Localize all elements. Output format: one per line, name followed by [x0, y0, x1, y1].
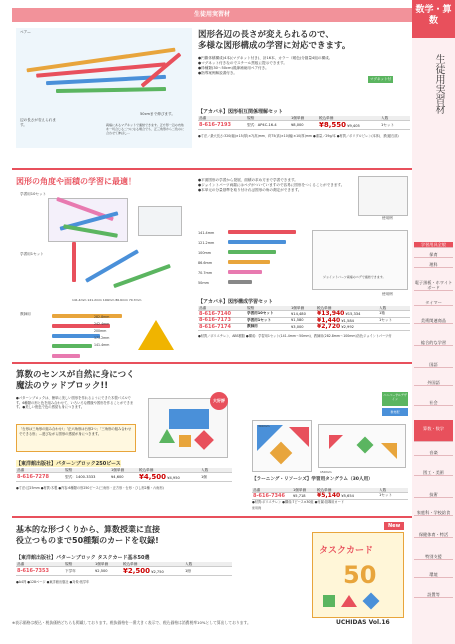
label-teacher: 教師用 [20, 312, 31, 316]
photo-10set [48, 198, 128, 242]
headline-line-2: 多様な図形構成の学習に対応できます。 [198, 41, 351, 51]
sidebar-item[interactable]: 国語 [414, 362, 453, 368]
triangle-usage-photo [138, 320, 174, 350]
label-50cm: 50cmまで伸びます。 [140, 112, 175, 116]
price-table: 品番 規格 1個単価 税込単価 入数 8-616-7353 下学年 ¥2,500 ¥2,500 ¥2,750 1冊 [16, 562, 232, 576]
sidebar-item[interactable]: 家庭科・学校給食 [414, 510, 453, 516]
section-task-cards [12, 516, 412, 626]
feature-list [198, 56, 368, 76]
sidebar-item[interactable]: 保健体育・特活 [414, 532, 453, 538]
new-badge: New [384, 522, 404, 530]
product-title: 【東洋館出版社】パターンブロック250ピース [16, 461, 121, 467]
label-10set: 学習用10セット [20, 192, 47, 196]
sidebar-item[interactable]: 図工・美術 [414, 470, 453, 476]
product-title: 【ラーニング・リソーシズ】学習用タングラム（30人用） [252, 477, 373, 482]
label-length-change: 辺の長さが変えられます。 [20, 118, 56, 127]
headline: 算数のセンスが自然に身につく 魔法のウッドブロック!! [16, 370, 135, 391]
sidebar-item[interactable]: 保育 [414, 252, 453, 258]
table-row: 8-616-7353 下学年 ¥2,500 ¥2,500 ¥2,750 1冊 [16, 567, 232, 576]
product-photo-area [16, 28, 192, 148]
price-table: 品番 規格 1個単価 税込単価 入数 8-616-7140 学習用10セット ¥14,480 ¥13,940 ¥15,334 1箱 8-616-7173 学習用1セット ¥1,580 ¥1,440 ¥1,584 1セット 8-616-7174 教師用 ¥3,000 ¥2,720 ¥2,992 [198, 306, 410, 331]
vertical-title: 生徒用実習材 [433, 54, 444, 114]
feature-1: ●円錐体積構成(4本)(マグネット付き)、計16本、カラー（暖色)分割量4組の構成。 [198, 56, 333, 60]
sidebar-item[interactable]: タイマー [414, 300, 453, 306]
magnet-badge: マグネット付 [370, 77, 391, 81]
table-row: 8-616-7193 型式：AP4C-16-4 ¥8,000 ¥8,550 ¥9,405 1セット [198, 121, 410, 130]
sidebar-item[interactable]: 総合的な学習 [414, 340, 453, 346]
price-table: 品番 規格 1個単価 税込単価 入数 8-616-7193 型式：AP4C-16-4 ¥8,000 ¥8,550 ¥9,405 1セット [198, 116, 410, 130]
sidebar-item[interactable]: 特別支援 [414, 554, 453, 560]
product-title: 【東洋館出版社】パターンブロック タスクカード基本50選 [16, 555, 150, 561]
brand-label: UCHIDAS Vol.16 [336, 619, 390, 626]
sidebar-item[interactable]: 環境 [414, 572, 453, 578]
sidebar-item[interactable]: 社会 [414, 400, 453, 406]
speech-bubble: 「台形は三角形の組み合わせ!」「正六角形は台形2つ」「三角形の組み合わせでできる形」…遊びながら図形の感覚が身につきます。 [16, 424, 136, 452]
index-sidebar [412, 0, 455, 644]
label-pair: ベア— [20, 30, 31, 34]
category-tab[interactable]: 数学・算数 [412, 0, 455, 38]
length-list-teacher: 282.8mm 242.4mm 200mm 173.2mm 141.4mm [94, 315, 110, 347]
sidebar-item[interactable]: 電子黒板・ホワイトボード [414, 280, 453, 290]
spec-note: ●A4判 ●128ページ ●東洋館出版社 ●対象:低学年 [16, 580, 90, 584]
price-table: 品番 1個単価 税込単価 入数 8-616-7346 ¥5,718 ¥5,140 ¥5,654 1セット [252, 488, 408, 500]
catalog-page: 生徒用実習材 ベア— 辺の長さが変えられます。 50cmまで伸びます。 両端にあるマグネットで連結できます。正方形一辺の内角を一切合じる二つになる場合でも、正三角形から二色のに合わせて伸ばし… 図形各辺の長さが変えられるので、 多様な図形構成の学習に対応できます。 ●円錐体積構成(4本)(マグネット付き)、計16本、カラー（暖色)分割量4組の構成。 ●マグネット付きなのでスチール黒板に提示できます。 ●枠種類(30～50cm)視線補助用ペア付き。 ●指導案例解説書付き。 マグネット付 【アカバネ】図形相互関係理解セット 品番 規格 1個単価 税込単価 入数 8-616-7193 型式：AP4C-16-4 ¥8,000 ¥8,550 ¥9,405 1セット ●寸法／最大長さ:320(幅)×15(厚)×7(高)mm、約75(高)×10(幅)×10(厚)mm ●重量／29g/本 ●材質／ポリプロピレン(本体)、鉄(磁石部) 図形の角度や面積の学習に最適！ 学習用10セット 学習用1セット 141.4mm 121.2mm 100mm 86.6mm 70.7mm 教師用 282.8mm 242.4mm 200mm 173.2mm 141.4mm ●平面図形の学習から発展、面積の求め方まで学習できます。 ●ジョイントパーツ両端にはペグがついていますので容易に図形をつくることができます。 ●本単元の分量基準を取り付ければ図形の角の測定ができます。 使用例 141.4mm 121.2mm 100mm 86.6mm 70.7mm 50mm ジョイントパーツ両端のペグで連結できます。 使用例 【アカバネ】図形構成学習セット 品番 規格 1個単価 税込単価 入数 8-616-7140 学習用10セット ¥14,480 ¥13,940 ¥15,334 1箱 8-616-7173 学習用1セット ¥1,580 ¥1,440 ¥1,584 1セット 8-616-7174 教師用 ¥3,000 ¥2,720 ¥2,992 ●材質／ポリエチレン、ABS樹脂 ●構成：学習用1セット(141.4mm〜50mm)、教師用(282.8mm〜100mm)各色ジョイントパーツ付 算数のセンスが自然に身につく 魔法のウッドブロック!! ●パターンブロックは、簡単に美しい図形を作れるようにできた木製パズルです。6種類の形と色を組み合わせて、いろいろな模様や図形を作ることができます。●美しい配色で色の感覚も身につきます。 「台形は三角形の組み合わせ!」「正六角形は台形2つ」「三角形の組み合わせでできる形」…遊びながら図形の感覚が身につきます。 大好評 【東洋館出版社】パターンブロック250ピース 品番 規格 1個単価 税込単価 入数 8-616-7278 型式：1400-3333 ¥4,600 ¥4,500 ¥4,950 1個 ●寸法:辺25mm ●材質:木製 ●内容:6種類の形250ピース(三角形・正方形・台形・ひし形2種・六角形) ユニバーサルデザイン 教材配 300mm 150mm 【ラーニング・リソーシズ】学習用タングラム（30人用） 品番 1個単価 税込単価 入数 8-616-7346 ¥5,718 ¥5,140 ¥5,654 1セット ●材質:ポリエチレン ●構成:7ピース×30組 ●付属:指導用カード 使用例 基本的な形づくりから、算数授業に直接 役立つものまで50種類のカードを収録! New タスクカード 50 【東洋館出版社】パターンブロック タスクカード基本50選 品番 規格 1個単価 税込単価 入数 8-616-7353 下学年 ¥2,500 ¥2,500 ¥2,750 1冊 ●A4判 ●128ページ ●東洋館出版社 ●対象:低学年 [12, 8, 412, 634]
sidebar-item[interactable]: 技術 [414, 492, 453, 498]
spec-note: ●寸法／最大長さ:320(幅)×15(厚)×7(高)mm、約75(高)×10(幅)×10(厚)mm ●重量／29g/本 ●材質／ポリプロピレン(本体)、鉄(磁石部) [198, 134, 399, 138]
sidebar-item[interactable]: 音楽 [414, 450, 453, 456]
table-row: 8-616-7278 型式：1400-3333 ¥4,600 ¥4,500 ¥4,950 1個 [16, 473, 232, 482]
tangram-photo-2 [318, 424, 406, 468]
feature-4: ●指導案例解説書付き。 [198, 71, 237, 75]
length-chart: 141.4mm 121.2mm 100mm 86.6mm 70.7mm 50mm [198, 224, 298, 294]
points: ●平面図形の学習から発展、面積の求め方まで学習できます。 ●ジョイントパーツ両端にはペグがついていますので容易に図形をつくることができます。 ●本単元の分量基準を取り付ければ図形の角の測定ができます。 [198, 178, 345, 192]
table-row: 8-616-7173 学習用1セット ¥1,580 ¥1,440 ¥1,584 1セット [198, 318, 410, 325]
spec-note: ●寸法:辺25mm ●材質:木製 ●内容:6種類の形250ピース(三角形・正方形・台形・ひし形2種・六角形) [16, 486, 164, 490]
headline-line-1: 図形各辺の長さが変えられるので、 [198, 30, 334, 40]
headline [198, 30, 408, 52]
section-figure-composition: 図形の角度や面積の学習に最適！ 学習用10セット 学習用1セット 141.4mm 121.2mm 100mm 86.6mm 70.7mm 教師用 282.8mm 242.4mm 200mm 173.2mm 141.4mm ●平面図形の学習から発展、面積の求め方まで学習できます。 ●ジョイントパーツ両端にはペグがついていますので容易に図形をつくることができます。 ●本単元の分量基準を取り付ければ図形の角の測定ができます。 使用例 141.4mm 121.2mm 100mm 86.6mm 70.7mm 50mm ジョイントパーツ両端のペグで連結できます。 使用例 【アカバネ】図形構成学習セット 品番 規格 1個単価 税込単価 入数 8-616-7140 学習用10セット ¥14,480 ¥13,940 ¥15,334 1箱 8-616-7173 学習用1セット ¥1,580 ¥1,440 ¥1,584 1セット 8-616-7174 教師用 ¥3,000 ¥2,720 ¥2,992 ●材質／ポリエチレン、ABS樹脂 ●構成：学習用1セット(141.4mm〜50mm)、教師用(282.8mm〜100mm)各色ジョイントパーツ付 [12, 168, 412, 360]
sidebar-item[interactable]: 理科 [414, 262, 453, 268]
product-title: 【アカバネ】図形相互関係理解セット [198, 109, 283, 115]
tangram-spec-note: ●材質:ポリエチレン ●構成:7ピース×30組 ●付属:指導用カード [252, 500, 344, 504]
section-geometry-relations [12, 24, 412, 166]
sidebar-item[interactable]: 外国語 [414, 380, 453, 386]
photo-teacher-case [138, 206, 182, 236]
length-list-1set: 141.4mm 121.2mm 100mm 86.6mm 70.7mm [72, 298, 142, 302]
sidebar-item[interactable]: 設置等 [414, 592, 453, 598]
headline: 図形の角度や面積の学習に最適！ [16, 177, 136, 186]
table-row: 8-616-7174 教師用 ¥3,000 ¥2,720 ¥2,992 [198, 324, 410, 331]
feature-3: ●枠種類(30～50cm)視線補助用ペア付き。 [198, 66, 269, 70]
photo-1set [52, 258, 182, 294]
material-badge: 教材配 [382, 408, 408, 416]
task-card-box: タスクカード 50 [312, 532, 404, 618]
usage-photo-1 [358, 176, 408, 216]
description: ●パターンブロックは、簡単に美しい図形を作れるようにできた木製パズルです。6種類の形と色を組み合わせて、いろいろな模様や図形を作ることができます。●美しい配色で色の感覚も身につきます。 [16, 396, 134, 409]
feature-2: ●マグネット付きなのでスチール黒板に提示できます。 [198, 61, 287, 65]
sidebar-item-active[interactable]: 算数・数学 [414, 420, 453, 442]
sidebar-item[interactable]: 学習用具全般 [414, 242, 453, 248]
headline: 基本的な形づくりから、算数授業に直接 役立つものまで50種類のカードを収録! [16, 525, 160, 545]
sidebar-item[interactable]: 美術関連商品 [414, 318, 453, 324]
usage-photo-2: ジョイントパーツ両端のペグで連結できます。 [312, 230, 408, 290]
section-header: 生徒用実習材 [12, 8, 412, 22]
spec-note: ●材質／ポリエチレン、ABS樹脂 ●構成：学習用1セット(141.4mm〜50mm)、教師用(282.8mm〜100mm)各色ジョイントパーツ付 [198, 334, 392, 338]
table-row: 8-616-7346 ¥5,718 ¥5,140 ¥5,654 1セット [252, 493, 408, 500]
label-1set: 学習用1セット [20, 252, 44, 256]
table-row: 8-616-7140 学習用10セット ¥14,480 ¥13,940 ¥15,334 1箱 [198, 311, 410, 318]
photo-teacher [52, 310, 132, 360]
price-table: 品番 規格 1個単価 税込単価 入数 8-616-7278 型式：1400-3333 ¥4,600 ¥4,500 ¥4,950 1個 [16, 468, 232, 482]
product-title: 【アカバネ】図形構成学習セット [198, 299, 273, 305]
section-pattern-block: 算数のセンスが自然に身につく 魔法のウッドブロック!! ●パターンブロックは、簡単に美しい図形を作れるようにできた木製パズルです。6種類の形と色を組み合わせて、いろいろな模様や図形を作ることができます。●美しい配色で色の感覚も身につきます。 「台形は三角形の組み合わせ!」「正六角形は台形2つ」「三角形の組み合わせでできる形」…遊びながら図形の感覚が身につきます。 大好評 【東洋館出版社】パターンブロック250ピース 品番 規格 1個単価 税込単価 入数 8-616-7278 型式：1400-3333 ¥4,600 ¥4,500 ¥4,950 1個 ●寸法:辺25mm ●材質:木製 ●内容:6種類の形250ピース(三角形・正方形・台形・ひし形2種・六角形) ユニバーサルデザイン 教材配 300mm 150mm 【ラーニング・リソーシズ】学習用タングラム（30人用） 品番 1個単価 税込単価 入数 8-616-7346 ¥5,718 ¥5,140 ¥5,654 1セット [12, 362, 412, 502]
label-magnet-note: 両端にあるマグネットで連結できます。正方形一辺の内角を一切合じる二つになる場合でも、正三角形から二色のに合わせて伸ばし… [106, 123, 185, 135]
popular-badge: 大好評 [210, 392, 228, 410]
ud-badge: ユニバーサルデザイン [382, 392, 408, 406]
footer-note: ※表示価格は税込・税抜価格どちらも掲載しております。税抜価格を一番大きく表示で、税込価格は消費税率10%として算出しております。 [12, 620, 251, 625]
